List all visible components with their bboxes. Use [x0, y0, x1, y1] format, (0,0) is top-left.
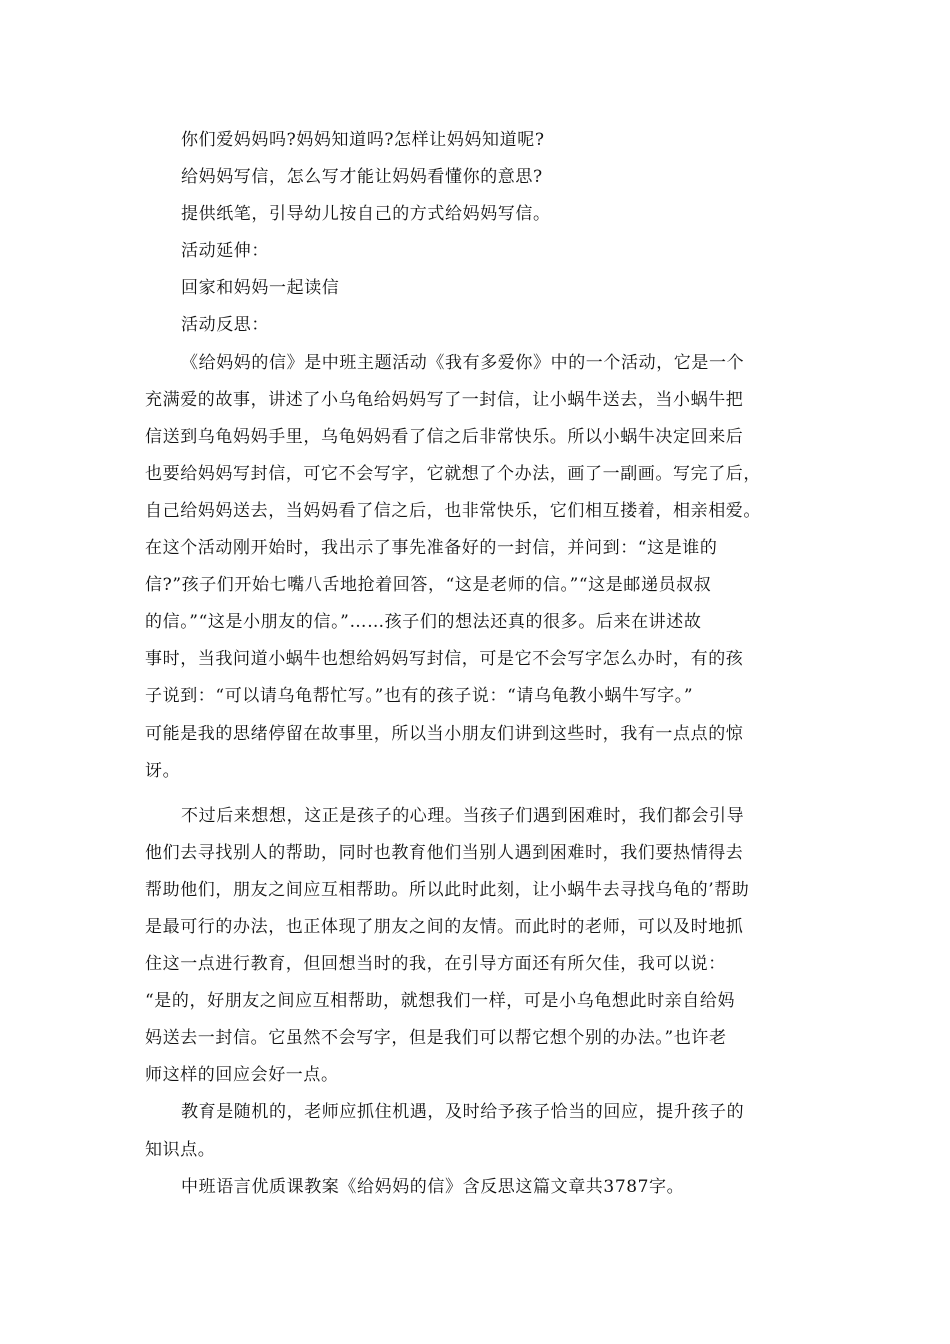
text-line: 的信。”“这是小朋友的信。”……孩子们的想法还真的很多。后来在讲述故 — [145, 612, 702, 633]
text-line: 活动反思： — [181, 315, 269, 336]
text-line: 妈送去一封信。它虽然不会写字，但是我们可以帮它想个别的办法。”也许老 — [145, 1028, 727, 1049]
text-line: 信送到乌龟妈妈手里，乌龟妈妈看了信之后非常快乐。所以小蜗牛决定回来后 — [145, 426, 744, 447]
text-line: 事时，当我问道小蜗牛也想给妈妈写封信，可是它不会写字怎么办时，有的孩 — [145, 649, 744, 670]
text-line: 信?”孩子们开始七嘴八舌地抢着回答，“这是老师的信。”“这是邮递员叔叔 — [145, 575, 712, 596]
text-line: 提供纸笔，引导幼儿按自己的方式给妈妈写信。 — [181, 204, 551, 225]
text-line: 讶。 — [145, 760, 181, 781]
text-line: 是最可行的办法，也正体现了朋友之间的友情。而此时的老师，可以及时地抓 — [145, 916, 744, 937]
paragraph-gap — [145, 790, 805, 798]
text-line: 不过后来想想，这正是孩子的心理。当孩子们遇到困难时，我们都会引导 — [181, 805, 745, 826]
text-line: “是的，好朋友之间应互相帮助，就想我们一样，可是小乌龟想此时亲自给妈 — [145, 991, 736, 1012]
document-body — [145, 122, 805, 1206]
text-line: 给妈妈写信，怎么写才能让妈妈看懂你的意思? — [181, 167, 543, 188]
text-line: 他们去寻找别人的帮助，同时也教育他们当别人遇到困难时，我们要热情得去 — [145, 842, 744, 863]
text-line: 充满爱的故事，讲述了小乌龟给妈妈写了一封信，让小蜗牛送去，当小蜗牛把 — [145, 389, 744, 410]
text-line: 中班语言优质课教案《给妈妈的信》含反思这篇文章共3787字。 — [181, 1176, 685, 1197]
text-line: 可能是我的思绪停留在故事里，所以当小朋友们讲到这些时，我有一点点的惊 — [145, 723, 744, 744]
text-line: 知识点。 — [145, 1139, 216, 1160]
text-line: 师这样的回应会好一点。 — [145, 1065, 339, 1086]
text-line: 帮助他们，朋友之间应互相帮助。所以此时此刻，让小蜗牛去寻找乌龟的’帮助 — [145, 879, 750, 900]
text-line: 住这一点进行教育，但回想当时的我，在引导方面还有所欠佳，我可以说： — [145, 954, 726, 975]
text-line: 你们爱妈妈吗?妈妈知道吗?怎样让妈妈知道呢? — [181, 130, 545, 150]
text-line: 自己给妈妈送去，当妈妈看了信之后，也非常快乐，它们相互搂着，相亲相爱。 — [145, 500, 761, 521]
text-line: 《给妈妈的信》是中班主题活动《我有多爱你》中的一个活动，它是一个 — [181, 352, 745, 373]
text-line: 子说到：“可以请乌龟帮忙写。”也有的孩子说：“请乌龟教小蜗牛写字。” — [145, 686, 694, 707]
text-line: 活动延伸： — [181, 241, 269, 262]
text-line: 回家和妈妈一起读信 — [181, 278, 340, 299]
text-line: 也要给妈妈写封信，可它不会写字，它就想了个办法，画了一副画。写完了后， — [145, 463, 761, 484]
text-line: 教育是随机的，老师应抓住机遇，及时给予孩子恰当的回应，提升孩子的 — [181, 1102, 745, 1123]
text-line: 在这个活动刚开始时，我出示了事先准备好的一封信，并问到：“这是谁的 — [145, 538, 718, 559]
